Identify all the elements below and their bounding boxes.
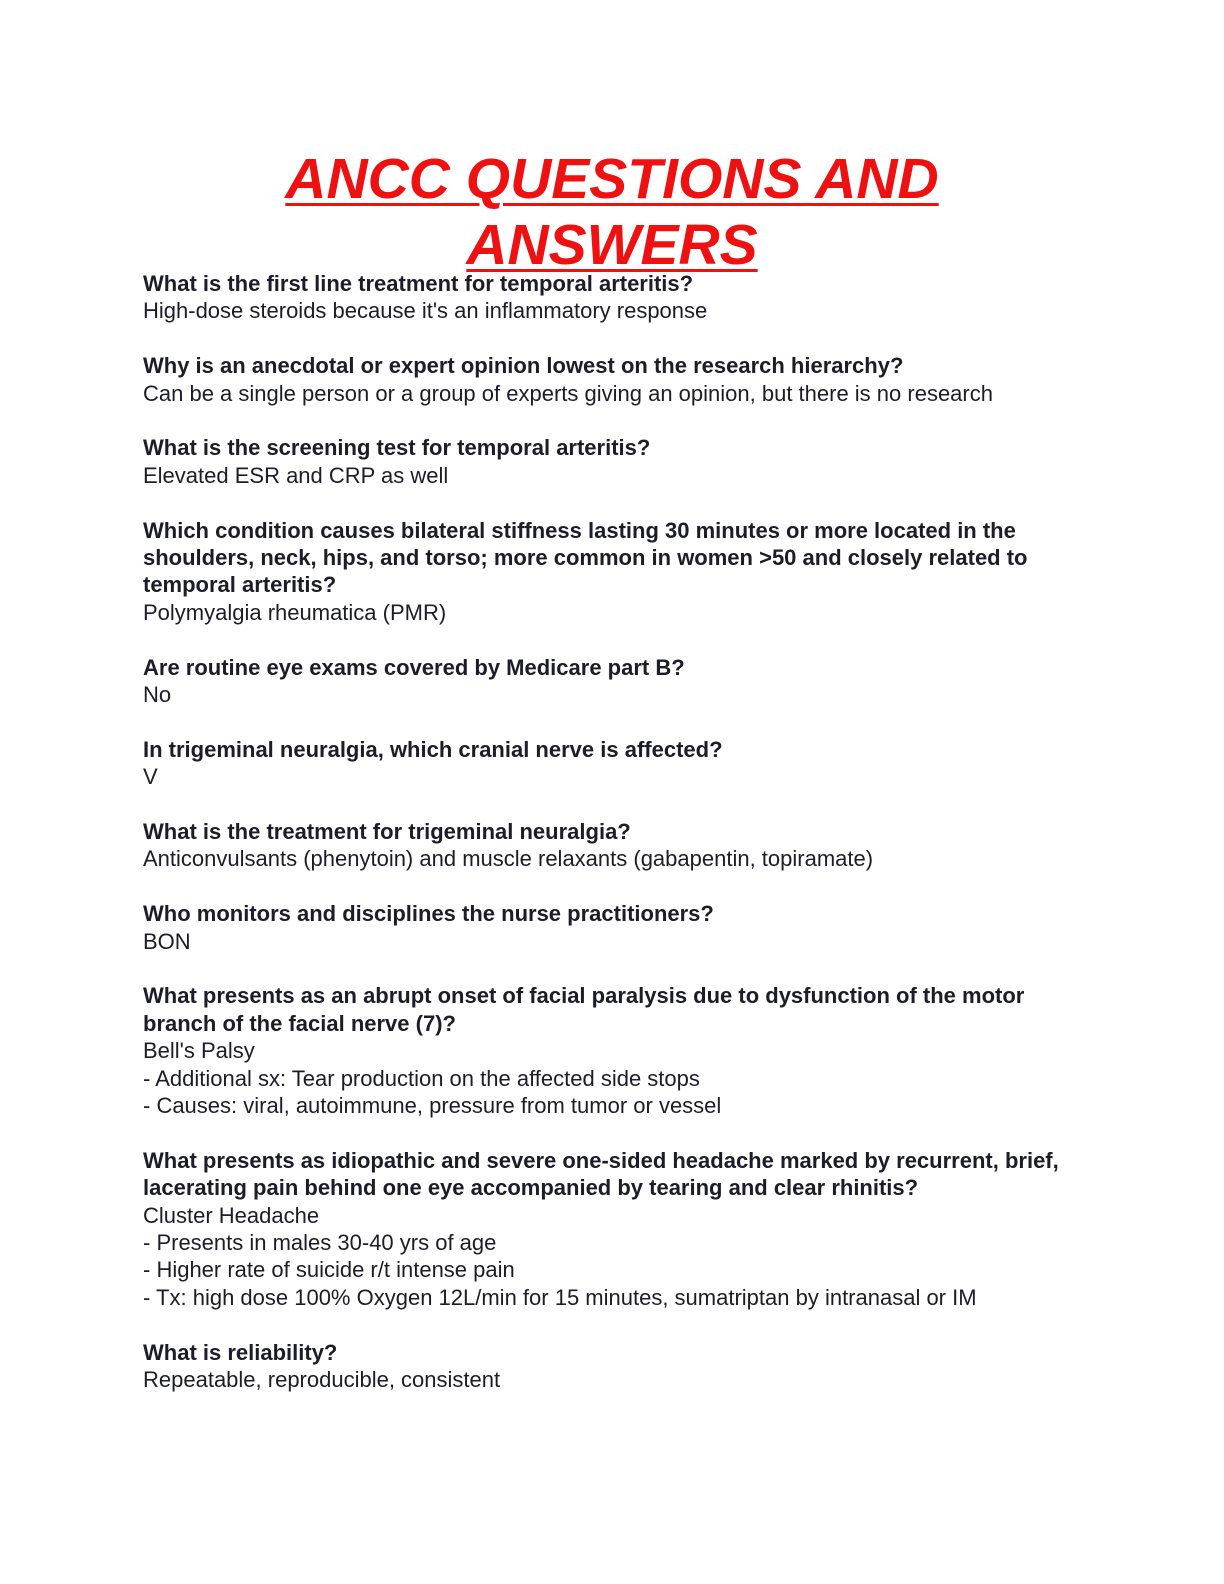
question-text: What presents as idiopathic and severe one-sided headache marked by recurrent, brief, lacerating pain behind one eye accompanied by tearing and clear rhinitis? bbox=[143, 1147, 1059, 1201]
answer-detail: - Causes: viral, autoimmune, pressure from tumor or vessel bbox=[143, 1093, 722, 1119]
question-text: Are routine eye exams covered by Medicare part B? bbox=[143, 654, 685, 680]
question-text: Why is an anecdotal or expert opinion lowest on the research hierarchy? bbox=[143, 353, 904, 379]
answer-text: Anticonvulsants (phenytoin) and muscle relaxants (gabapentin, topiramate) bbox=[143, 846, 874, 872]
qa-item bbox=[143, 736, 1103, 791]
answer-detail: - Additional sx: Tear production on the affected side stops bbox=[143, 1065, 700, 1091]
question-text: What is the first line treatment for temporal arteritis? bbox=[143, 271, 694, 296]
answer-text: Bell's Palsy bbox=[143, 1038, 255, 1064]
qa-item bbox=[143, 1339, 1103, 1394]
qa-list bbox=[143, 270, 1103, 1421]
qa-item bbox=[143, 900, 1103, 955]
qa-item bbox=[143, 352, 1103, 407]
qa-item bbox=[143, 434, 1103, 489]
answer-text: Repeatable, reproducible, consistent bbox=[143, 1367, 501, 1393]
question-text: Which condition causes bilateral stiffness lasting 30 minutes or more located in the shoulders, neck, hips, and torso; more common in women >50 and closely related to temporal arteritis? bbox=[143, 517, 1028, 598]
qa-item bbox=[143, 517, 1103, 627]
answer-text: Can be a single person or a group of experts giving an opinion, but there is no research bbox=[143, 380, 993, 406]
question-text: What is reliability? bbox=[143, 1339, 338, 1365]
qa-item bbox=[143, 1147, 1103, 1311]
answer-detail: - Tx: high dose 100% Oxygen 12L/min for 15 minutes, sumatriptan by intranasal or IM bbox=[143, 1284, 977, 1310]
answer-detail: - Higher rate of suicide r/t intense pain bbox=[143, 1257, 515, 1283]
answer-text: Elevated ESR and CRP as well bbox=[143, 462, 449, 488]
answer-text: V bbox=[143, 764, 158, 790]
qa-item bbox=[143, 982, 1103, 1119]
question-text: In trigeminal neuralgia, which cranial nerve is affected? bbox=[143, 736, 723, 762]
question-text: Who monitors and disciplines the nurse practitioners? bbox=[143, 901, 714, 927]
answer-text: BON bbox=[143, 928, 191, 954]
document-title bbox=[0, 146, 1224, 278]
qa-item bbox=[143, 270, 1103, 325]
answer-detail: - Presents in males 30-40 yrs of age bbox=[143, 1230, 497, 1256]
answer-text: No bbox=[143, 682, 172, 708]
question-text: What presents as an abrupt onset of facial paralysis due to dysfunction of the motor branch of the facial nerve (7)? bbox=[143, 983, 1025, 1036]
answer-text: Polymyalgia rheumatica (PMR) bbox=[143, 599, 447, 625]
question-text: What is the screening test for temporal arteritis? bbox=[143, 435, 651, 461]
answer-text: Cluster Headache bbox=[143, 1202, 320, 1228]
question-text: What is the treatment for trigeminal neuralgia? bbox=[143, 819, 631, 845]
title-line-1: ANCC QUESTIONS AND bbox=[285, 147, 939, 211]
answer-text: High-dose steroids because it's an inflammatory response bbox=[143, 298, 708, 324]
qa-item bbox=[143, 818, 1103, 873]
qa-item bbox=[143, 654, 1103, 709]
title-line-2: ANSWERS bbox=[466, 213, 758, 277]
